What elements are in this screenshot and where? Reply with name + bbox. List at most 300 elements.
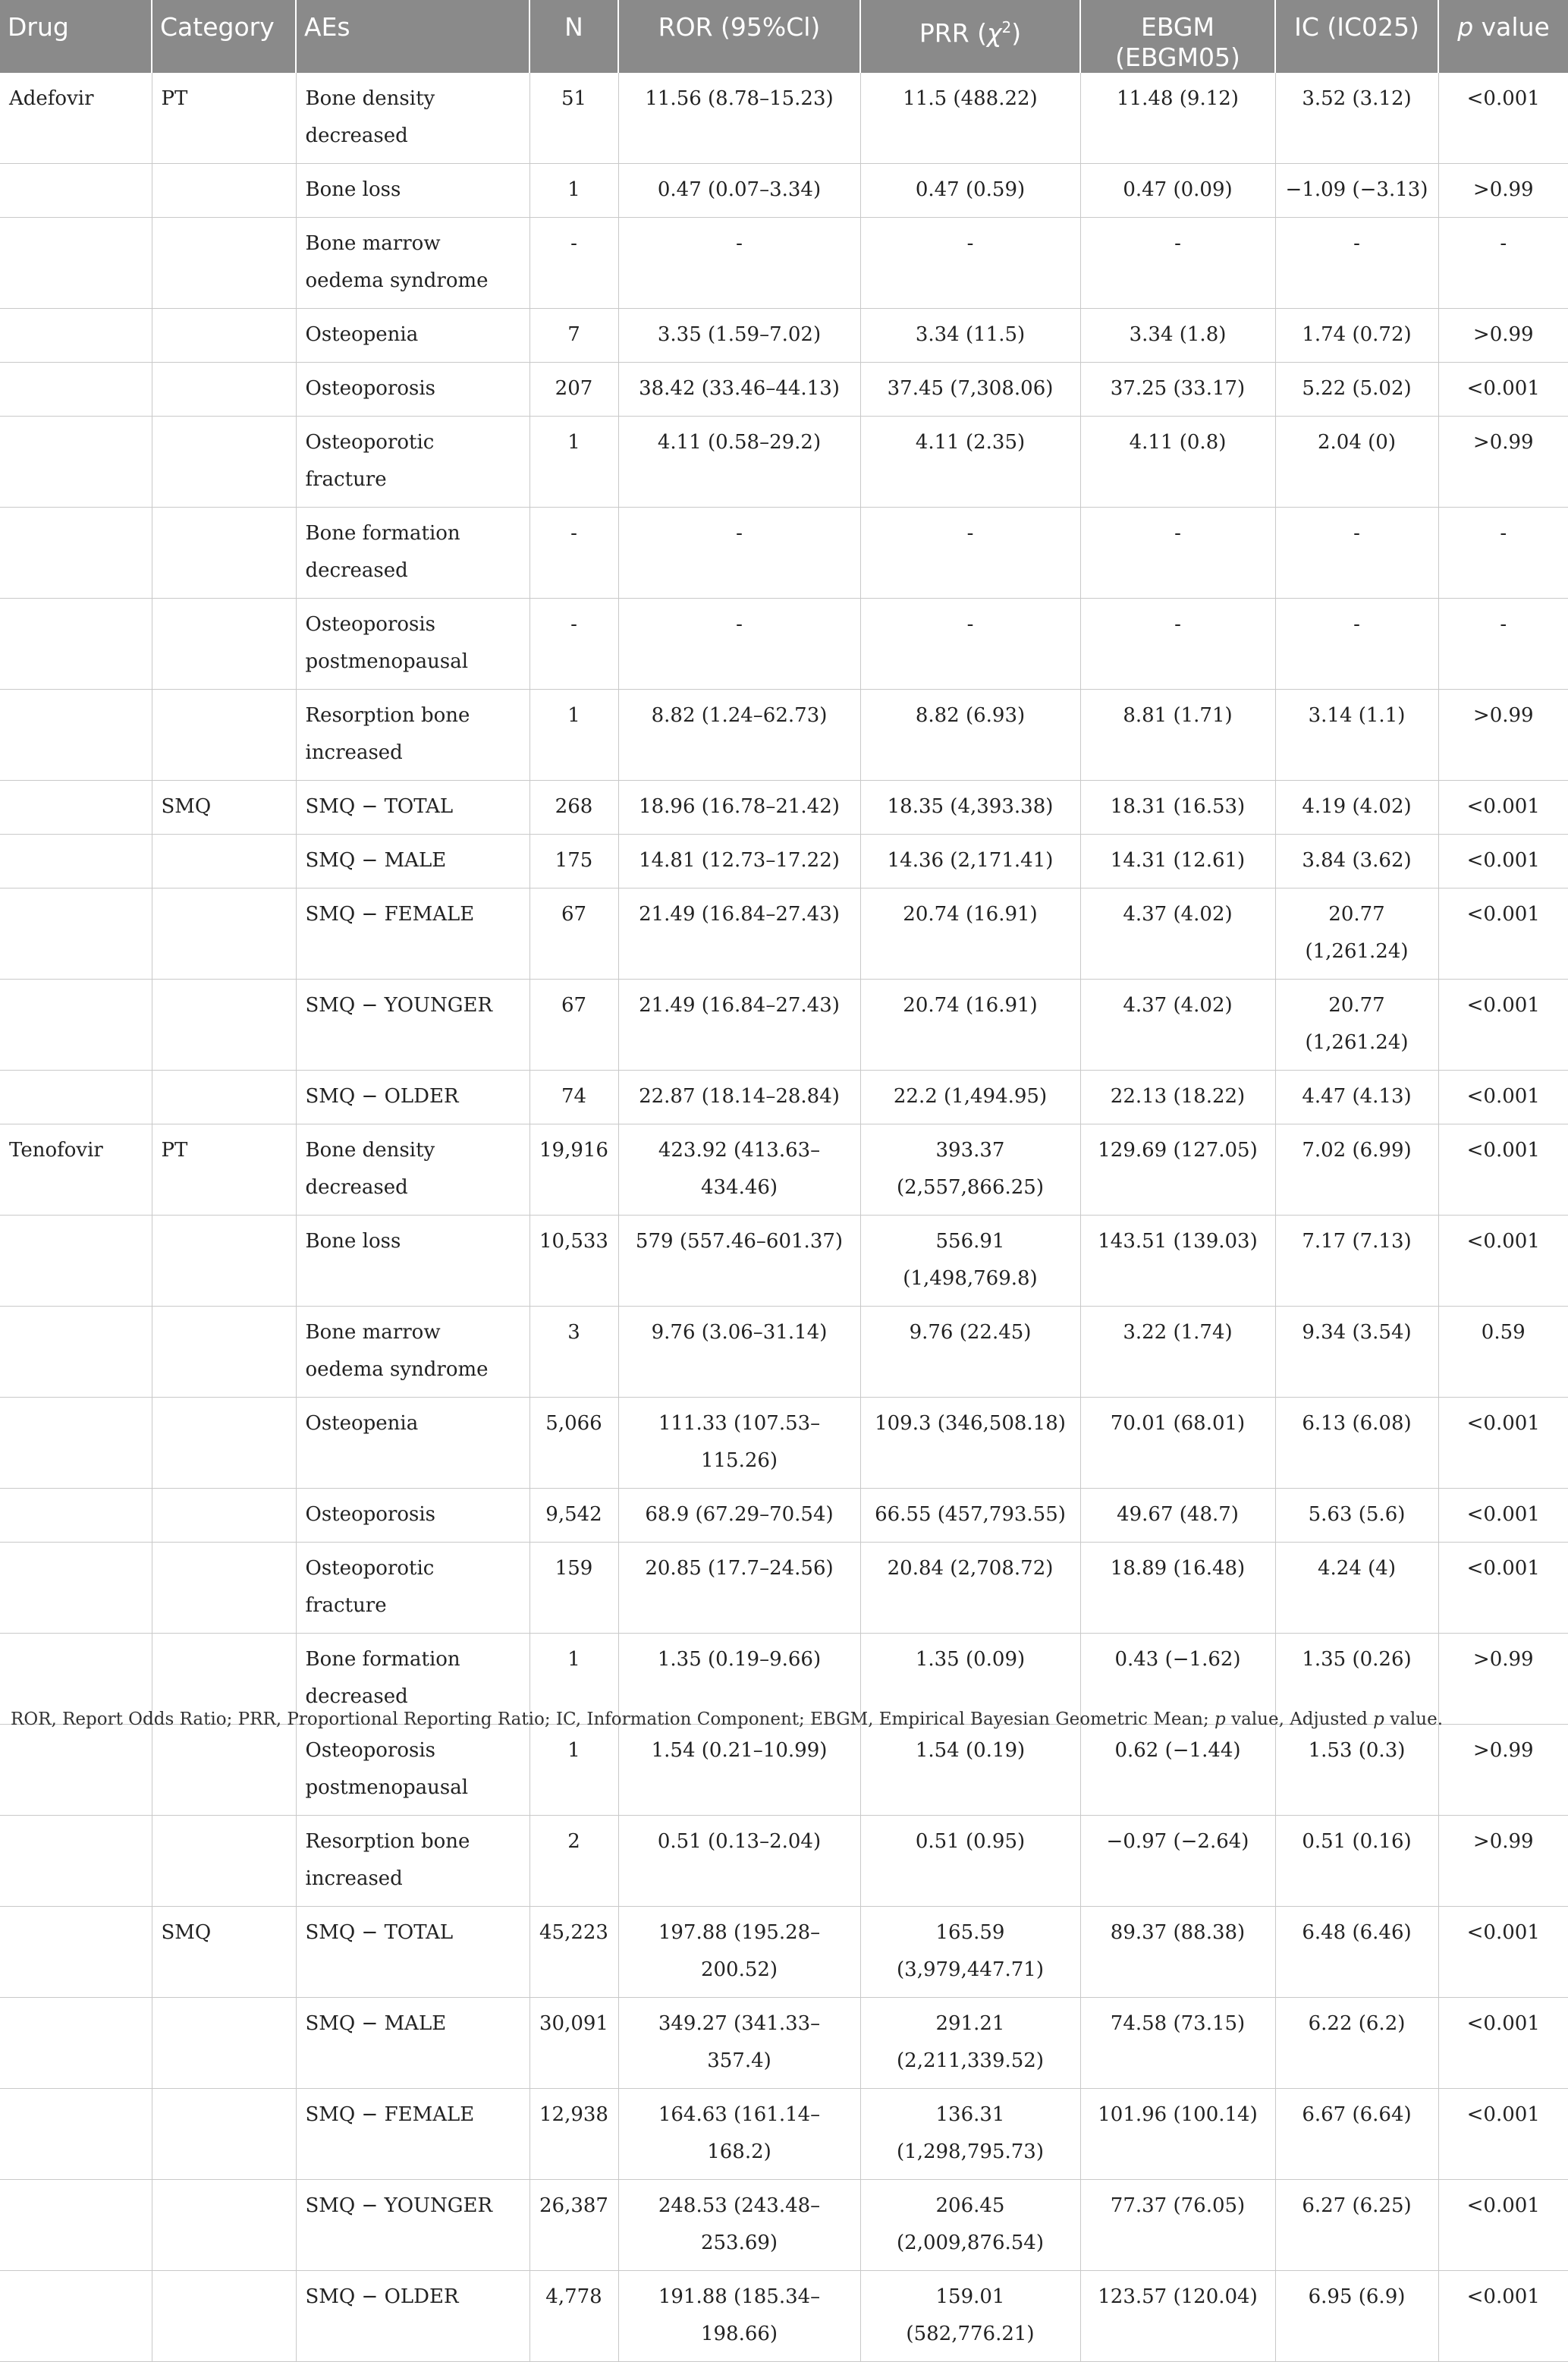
cell-drug [0,599,152,690]
cell-n: 1 [529,690,618,781]
cell-prr: 393.37 (2,557,866.25) [860,1124,1080,1216]
cell-ic: - [1275,218,1438,309]
cell-n: 207 [529,363,618,417]
cell-ae: SMQ − MALE [296,835,529,889]
cell-ae: Bone formation decreased [296,508,529,599]
cell-drug [0,889,152,980]
cell-prr: 3.34 (11.5) [860,309,1080,363]
cell-drug [0,835,152,889]
cell-n: - [529,599,618,690]
cell-ebgm: 18.31 (16.53) [1080,781,1275,835]
cell-ror: 18.96 (16.78–21.42) [618,781,860,835]
cell-ebgm: 101.96 (100.14) [1080,2089,1275,2180]
cell-drug [0,309,152,363]
cell-ic: 7.17 (7.13) [1275,1216,1438,1307]
cell-ic: - [1275,508,1438,599]
cell-ic: 1.35 (0.26) [1275,1634,1438,1725]
cell-p-value: >0.99 [1438,690,1568,781]
cell-drug: Tenofovir [0,1124,152,1216]
cell-ae: SMQ − FEMALE [296,2089,529,2180]
table-row [0,73,1568,164]
cell-ror: 21.49 (16.84–27.43) [618,889,860,980]
cell-ror: 0.47 (0.07–3.34) [618,164,860,218]
cell-n: 1 [529,164,618,218]
cell-ic: 5.22 (5.02) [1275,363,1438,417]
cell-ebgm: 14.31 (12.61) [1080,835,1275,889]
header-p-rest: value [1473,12,1550,42]
cell-ebgm: 4.37 (4.02) [1080,889,1275,980]
cell-drug [0,1998,152,2089]
header-prr-chi: χ [986,18,1002,48]
cell-ic: 6.67 (6.64) [1275,2089,1438,2180]
cell-prr: 20.84 (2,708.72) [860,1543,1080,1634]
table-row [0,1124,1568,1216]
cell-p-value: <0.001 [1438,1216,1568,1307]
cell-category [152,1307,296,1398]
cell-n: 30,091 [529,1998,618,2089]
cell-category [152,889,296,980]
cell-ae: Resorption bone increased [296,690,529,781]
cell-ror: - [618,508,860,599]
cell-category [152,1489,296,1543]
cell-ebgm: 70.01 (68.01) [1080,1398,1275,1489]
cell-ror: 579 (557.46–601.37) [618,1216,860,1307]
cell-n: 1 [529,1725,618,1816]
cell-ic: 6.95 (6.9) [1275,2271,1438,2362]
cell-ebgm: 89.37 (88.38) [1080,1907,1275,1998]
cell-drug [0,417,152,508]
cell-ebgm: 4.37 (4.02) [1080,980,1275,1071]
cell-ebgm: 3.22 (1.74) [1080,1307,1275,1398]
cell-ror: 11.56 (8.78–15.23) [618,73,860,164]
cell-category [152,218,296,309]
cell-ae: SMQ − OLDER [296,2271,529,2362]
table-row [0,1907,1568,1998]
cell-p-value: >0.99 [1438,1725,1568,1816]
cell-prr: 4.11 (2.35) [860,417,1080,508]
cell-drug: Adefovir [0,73,152,164]
footnote-text-3: value. [1384,1709,1444,1729]
cell-n: 175 [529,835,618,889]
cell-prr: - [860,218,1080,309]
cell-ror: 349.27 (341.33–357.4) [618,1998,860,2089]
cell-ic: 0.51 (0.16) [1275,1816,1438,1907]
cell-ror: 1.35 (0.19–9.66) [618,1634,860,1725]
cell-ror: 20.85 (17.7–24.56) [618,1543,860,1634]
table-row [0,1998,1568,2089]
cell-ebgm: 22.13 (18.22) [1080,1071,1275,1124]
cell-ae: Osteoporosis postmenopausal [296,1725,529,1816]
cell-ae: Osteoporosis [296,1489,529,1543]
table-footnote [11,1709,1443,1729]
cell-prr: 165.59 (3,979,447.71) [860,1907,1080,1998]
cell-ic: 3.52 (3.12) [1275,73,1438,164]
cell-n: 1 [529,417,618,508]
cell-n: 268 [529,781,618,835]
cell-drug [0,781,152,835]
header-p-italic: p [1457,12,1474,42]
table-row [0,1816,1568,1907]
cell-category [152,980,296,1071]
cell-drug [0,1816,152,1907]
cell-ae: SMQ − FEMALE [296,889,529,980]
cell-ae: Osteopenia [296,1398,529,1489]
cell-ae: SMQ − OLDER [296,1071,529,1124]
cell-p-value: >0.99 [1438,309,1568,363]
cell-drug [0,363,152,417]
cell-category [152,164,296,218]
cell-p-value: <0.001 [1438,363,1568,417]
cell-ae: SMQ − MALE [296,1998,529,2089]
cell-category [152,2271,296,2362]
cell-ic: - [1275,599,1438,690]
cell-prr: - [860,508,1080,599]
cell-ic: 6.22 (6.2) [1275,1998,1438,2089]
cell-prr: 66.55 (457,793.55) [860,1489,1080,1543]
cell-n: 4,778 [529,2271,618,2362]
cell-ebgm: 0.43 (−1.62) [1080,1634,1275,1725]
cell-p-value: <0.001 [1438,1543,1568,1634]
table-row [0,363,1568,417]
footnote-text-2: value, Adjusted [1225,1709,1374,1729]
cell-ic: 20.77 (1,261.24) [1275,980,1438,1071]
cell-p-value: <0.001 [1438,2180,1568,2271]
cell-ae: SMQ − YOUNGER [296,980,529,1071]
cell-ic: 6.27 (6.25) [1275,2180,1438,2271]
cell-ebgm: 0.62 (−1.44) [1080,1725,1275,1816]
cell-ror: 22.87 (18.14–28.84) [618,1071,860,1124]
cell-prr: 0.47 (0.59) [860,164,1080,218]
table-row [0,218,1568,309]
table-row [0,781,1568,835]
cell-drug [0,980,152,1071]
table-row [0,889,1568,980]
cell-category [152,1071,296,1124]
cell-ror: - [618,599,860,690]
cell-ic: 1.53 (0.3) [1275,1725,1438,1816]
table-row [0,1071,1568,1124]
cell-prr: 11.5 (488.22) [860,73,1080,164]
cell-ebgm: 4.11 (0.8) [1080,417,1275,508]
cell-ebgm: −0.97 (−2.64) [1080,1816,1275,1907]
cell-category [152,835,296,889]
table-row [0,690,1568,781]
cell-ic: 4.19 (4.02) [1275,781,1438,835]
table-row [0,980,1568,1071]
header-ic: IC (IC025) [1275,0,1438,73]
cell-n: 7 [529,309,618,363]
cell-category [152,1998,296,2089]
cell-p-value: <0.001 [1438,1124,1568,1216]
cell-category [152,2089,296,2180]
cell-prr: - [860,599,1080,690]
cell-category [152,690,296,781]
cell-prr: 0.51 (0.95) [860,1816,1080,1907]
cell-ae: SMQ − TOTAL [296,1907,529,1998]
cell-ebgm: 49.67 (48.7) [1080,1489,1275,1543]
cell-category [152,2180,296,2271]
cell-ror: 21.49 (16.84–27.43) [618,980,860,1071]
cell-ebgm: 123.57 (120.04) [1080,2271,1275,2362]
cell-ror: 1.54 (0.21–10.99) [618,1725,860,1816]
cell-ror: 164.63 (161.14–168.2) [618,2089,860,2180]
header-ebgm-line2: (EBGM05) [1115,42,1240,72]
cell-ror: 3.35 (1.59–7.02) [618,309,860,363]
cell-ic: 9.34 (3.54) [1275,1307,1438,1398]
cell-drug [0,1489,152,1543]
cell-p-value: >0.99 [1438,1634,1568,1725]
cell-ror: 38.42 (33.46–44.13) [618,363,860,417]
cell-ebgm: 8.81 (1.71) [1080,690,1275,781]
cell-p-value: 0.59 [1438,1307,1568,1398]
cell-n: 3 [529,1307,618,1398]
cell-ror: 8.82 (1.24–62.73) [618,690,860,781]
cell-ae: Osteoporosis postmenopausal [296,599,529,690]
cell-drug [0,1725,152,1816]
cell-drug [0,164,152,218]
cell-ae: Bone loss [296,1216,529,1307]
cell-prr: 20.74 (16.91) [860,980,1080,1071]
cell-ebgm: 129.69 (127.05) [1080,1124,1275,1216]
cell-ror: 191.88 (185.34–198.66) [618,2271,860,2362]
cell-ae: SMQ − TOTAL [296,781,529,835]
header-aes: AEs [296,0,529,73]
cell-n: 26,387 [529,2180,618,2271]
cell-ebgm: - [1080,218,1275,309]
cell-category: PT [152,73,296,164]
table-row [0,835,1568,889]
cell-category [152,1816,296,1907]
cell-ae: Bone loss [296,164,529,218]
cell-ror: 4.11 (0.58–29.2) [618,417,860,508]
cell-ebgm: 37.25 (33.17) [1080,363,1275,417]
cell-prr: 8.82 (6.93) [860,690,1080,781]
cell-drug [0,1216,152,1307]
header-prr-prefix: PRR ( [919,18,987,48]
cell-prr: 159.01 (582,776.21) [860,2271,1080,2362]
cell-ror: 111.33 (107.53–115.26) [618,1398,860,1489]
cell-category [152,309,296,363]
cell-ic: 3.84 (3.62) [1275,835,1438,889]
cell-p-value: >0.99 [1438,1816,1568,1907]
cell-prr: 1.35 (0.09) [860,1634,1080,1725]
cell-ae: Bone marrow oedema syndrome [296,218,529,309]
cell-p-value: <0.001 [1438,1998,1568,2089]
cell-p-value: <0.001 [1438,889,1568,980]
cell-ror: 0.51 (0.13–2.04) [618,1816,860,1907]
cell-p-value: <0.001 [1438,2089,1568,2180]
cell-ror: 9.76 (3.06–31.14) [618,1307,860,1398]
cell-ror: - [618,218,860,309]
cell-n: 5,066 [529,1398,618,1489]
cell-n: 10,533 [529,1216,618,1307]
cell-ic: 6.13 (6.08) [1275,1398,1438,1489]
table-row [0,2180,1568,2271]
cell-drug [0,1307,152,1398]
header-ror: ROR (95%Cl) [618,0,860,73]
cell-ebgm: - [1080,508,1275,599]
cell-n: - [529,508,618,599]
cell-p-value: - [1438,218,1568,309]
cell-prr: 22.2 (1,494.95) [860,1071,1080,1124]
cell-drug [0,2180,152,2271]
table-row [0,1543,1568,1634]
cell-n: 45,223 [529,1907,618,1998]
cell-n: 51 [529,73,618,164]
cell-prr: 18.35 (4,393.38) [860,781,1080,835]
cell-prr: 291.21 (2,211,339.52) [860,1998,1080,2089]
cell-ae: Resorption bone increased [296,1816,529,1907]
cell-ae: Bone marrow oedema syndrome [296,1307,529,1398]
cell-ror: 14.81 (12.73–17.22) [618,835,860,889]
cell-ae: Osteoporotic fracture [296,1543,529,1634]
cell-ae: Bone formation decreased [296,1634,529,1725]
cell-drug [0,1543,152,1634]
cell-n: 12,938 [529,2089,618,2180]
cell-p-value: >0.99 [1438,417,1568,508]
cell-ae: Osteopenia [296,309,529,363]
cell-ic: 1.74 (0.72) [1275,309,1438,363]
cell-p-value: <0.001 [1438,835,1568,889]
cell-ic: 6.48 (6.46) [1275,1907,1438,1998]
cell-p-value: <0.001 [1438,2271,1568,2362]
cell-ebgm: 11.48 (9.12) [1080,73,1275,164]
cell-category [152,599,296,690]
cell-ae: SMQ − YOUNGER [296,2180,529,2271]
table-row [0,599,1568,690]
cell-ic: −1.09 (−3.13) [1275,164,1438,218]
cell-n: 1 [529,1634,618,1725]
header-p-value [1438,0,1568,73]
cell-ror: 248.53 (243.48–253.69) [618,2180,860,2271]
cell-ic: 2.04 (0) [1275,417,1438,508]
cell-category [152,1725,296,1816]
cell-prr: 9.76 (22.45) [860,1307,1080,1398]
cell-drug [0,218,152,309]
table-row [0,1489,1568,1543]
cell-n: 67 [529,889,618,980]
cell-ic: 5.63 (5.6) [1275,1489,1438,1543]
cell-drug [0,1398,152,1489]
cell-n: 67 [529,980,618,1071]
cell-p-value: <0.001 [1438,73,1568,164]
table-row [0,417,1568,508]
cell-ae: Osteoporotic fracture [296,417,529,508]
cell-ebgm: 77.37 (76.05) [1080,2180,1275,2271]
cell-prr: 136.31 (1,298,795.73) [860,2089,1080,2180]
cell-category: SMQ [152,781,296,835]
cell-ebgm: 143.51 (139.03) [1080,1216,1275,1307]
cell-p-value: <0.001 [1438,980,1568,1071]
cell-ae: Osteoporosis [296,363,529,417]
cell-prr: 556.91 (1,498,769.8) [860,1216,1080,1307]
cell-ebgm: 0.47 (0.09) [1080,164,1275,218]
cell-p-value: - [1438,599,1568,690]
cell-p-value: <0.001 [1438,781,1568,835]
cell-p-value: <0.001 [1438,1071,1568,1124]
cell-p-value: <0.001 [1438,1489,1568,1543]
cell-ror: 197.88 (195.28–200.52) [618,1907,860,1998]
header-ebgm-line1: EBGM [1141,12,1214,42]
table-row [0,2089,1568,2180]
header-prr-suffix: ) [1011,18,1022,48]
table-row [0,508,1568,599]
cell-category [152,363,296,417]
cell-prr: 20.74 (16.91) [860,889,1080,980]
footnote-text-1: ROR, Report Odds Ratio; PRR, Proportional Reporting Ratio; IC, Information Component; EBGM, Empirical Bayesian Geometric Mean; [11,1709,1215,1729]
header-prr-sup: 2 [1001,18,1012,36]
header-drug: Drug [0,0,152,73]
cell-ic: 7.02 (6.99) [1275,1124,1438,1216]
cell-prr: 14.36 (2,171.41) [860,835,1080,889]
cell-n: - [529,218,618,309]
cell-ic: 4.24 (4) [1275,1543,1438,1634]
cell-drug [0,1071,152,1124]
cell-n: 159 [529,1543,618,1634]
cell-drug [0,508,152,599]
cell-ebgm: - [1080,599,1275,690]
table-row [0,1307,1568,1398]
table-row [0,164,1568,218]
cell-category [152,1216,296,1307]
header-category: Category [152,0,296,73]
cell-n: 9,542 [529,1489,618,1543]
cell-ic: 4.47 (4.13) [1275,1071,1438,1124]
cell-category [152,508,296,599]
cell-ic: 3.14 (1.1) [1275,690,1438,781]
cell-drug [0,2089,152,2180]
table-row [0,1216,1568,1307]
cell-p-value: >0.99 [1438,164,1568,218]
cell-ror: 68.9 (67.29–70.54) [618,1489,860,1543]
cell-ror: 423.92 (413.63–434.46) [618,1124,860,1216]
footnote-p-2: p [1373,1709,1384,1729]
cell-n: 19,916 [529,1124,618,1216]
cell-category [152,1398,296,1489]
cell-category [152,417,296,508]
header-row [0,0,1568,73]
cell-drug [0,1907,152,1998]
cell-category: PT [152,1124,296,1216]
header-prr [860,0,1080,73]
cell-p-value: <0.001 [1438,1907,1568,1998]
cell-category: SMQ [152,1907,296,1998]
cell-prr: 206.45 (2,009,876.54) [860,2180,1080,2271]
header-ebgm [1080,0,1275,73]
cell-category [152,1543,296,1634]
cell-drug [0,2271,152,2362]
cell-ebgm: 74.58 (73.15) [1080,1998,1275,2089]
table-row [0,1725,1568,1816]
table-row [0,309,1568,363]
cell-prr: 1.54 (0.19) [860,1725,1080,1816]
cell-p-value: <0.001 [1438,1398,1568,1489]
footnote-p-1: p [1214,1709,1226,1729]
table-row [0,1398,1568,1489]
cell-ebgm: 3.34 (1.8) [1080,309,1275,363]
cell-prr: 109.3 (346,508.18) [860,1398,1080,1489]
cell-drug [0,690,152,781]
cell-ebgm: 18.89 (16.48) [1080,1543,1275,1634]
table-row [0,2271,1568,2362]
cell-n: 74 [529,1071,618,1124]
header-n: N [529,0,618,73]
cell-prr: 37.45 (7,308.06) [860,363,1080,417]
cell-n: 2 [529,1816,618,1907]
cell-ic: 20.77 (1,261.24) [1275,889,1438,980]
cell-ae: Bone density decreased [296,1124,529,1216]
cell-ae: Bone density decreased [296,73,529,164]
